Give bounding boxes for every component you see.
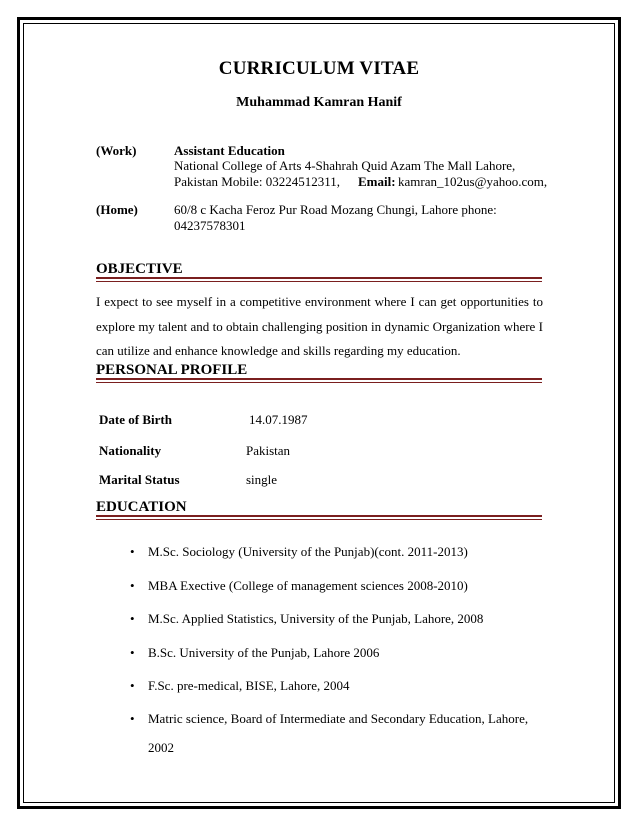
education-item: M.Sc. Applied Statistics, University of the Punjab, Lahore, 2008 bbox=[148, 611, 484, 626]
nationality-label: Nationality bbox=[99, 443, 162, 458]
marital-status-value: single bbox=[246, 472, 278, 487]
education-divider bbox=[96, 515, 542, 520]
education-item-continuation: 2002 bbox=[148, 740, 174, 755]
work-label: (Work) bbox=[96, 143, 137, 158]
work-mobile: Pakistan Mobile: 03224512311, bbox=[174, 174, 340, 189]
document-title: CURRICULUM VITAE bbox=[218, 58, 420, 79]
education-item: M.Sc. Sociology (University of the Punjab)(cont. 2011-2013) bbox=[148, 544, 468, 559]
objective-divider bbox=[96, 277, 542, 282]
nationality-value: Pakistan bbox=[246, 443, 291, 458]
work-position: Assistant Education bbox=[174, 143, 285, 158]
education-item: MBA Exective (College of management sciences 2008-2010) bbox=[148, 578, 468, 593]
education-heading: EDUCATION bbox=[96, 499, 187, 515]
bullet-icon: • bbox=[130, 645, 135, 660]
person-name: Muhammad Kamran Hanif bbox=[236, 95, 402, 110]
dob-value: 14.07.1987 bbox=[249, 412, 308, 427]
bullet-icon: • bbox=[130, 678, 135, 693]
email-label: Email: bbox=[358, 174, 396, 189]
education-item: F.Sc. pre-medical, BISE, Lahore, 2004 bbox=[148, 678, 350, 693]
education-item: B.Sc. University of the Punjab, Lahore 2006 bbox=[148, 645, 380, 660]
home-phone: 04237578301 bbox=[174, 218, 246, 233]
home-address: 60/8 c Kacha Feroz Pur Road Mozang Chungi, Lahore phone: bbox=[174, 202, 497, 217]
marital-status-label: Marital Status bbox=[99, 472, 180, 487]
work-address: National College of Arts 4-Shahrah Quid Azam The Mall Lahore, bbox=[174, 158, 516, 173]
objective-heading: OBJECTIVE bbox=[96, 261, 183, 277]
bullet-icon: • bbox=[130, 711, 135, 726]
dob-label: Date of Birth bbox=[99, 412, 172, 427]
bullet-icon: • bbox=[130, 544, 135, 559]
home-label: (Home) bbox=[96, 202, 138, 217]
email-value: kamran_102us@yahoo.com, bbox=[398, 174, 548, 189]
objective-text: I expect to see myself in a competitive environment where I can get opportunities to explore my talent and to obtain challenging position in dynamic Organization where I can utilize and enhance knowledge and skills regarding my education. bbox=[96, 294, 543, 358]
bullet-icon: • bbox=[130, 611, 135, 626]
personal-profile-heading: PERSONAL PROFILE bbox=[96, 362, 248, 378]
education-item: Matric science, Board of Intermediate and Secondary Education, Lahore, bbox=[148, 711, 529, 726]
bullet-icon: • bbox=[130, 578, 135, 593]
personal-profile-divider bbox=[96, 378, 542, 383]
